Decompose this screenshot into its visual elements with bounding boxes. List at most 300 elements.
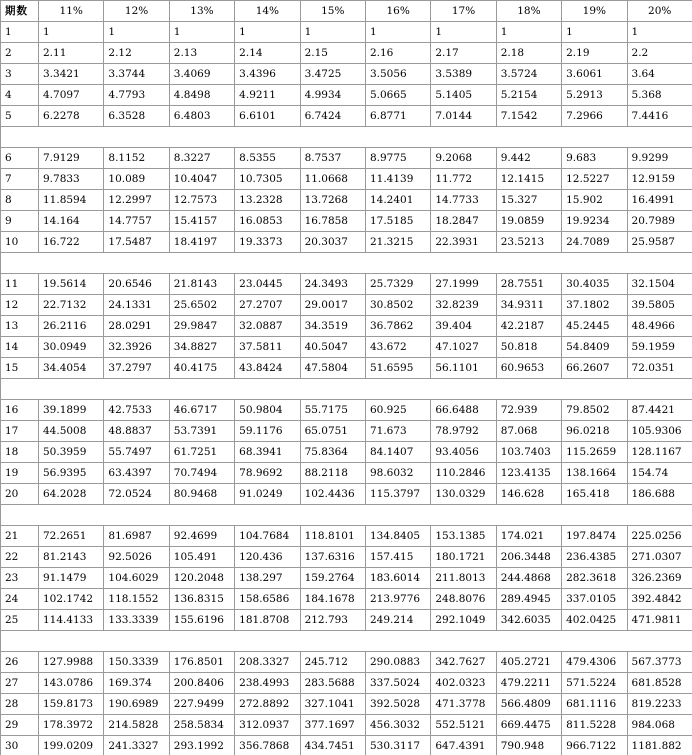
empty-cell[interactable] — [300, 505, 365, 526]
value-cell[interactable]: 479.2211 — [496, 673, 561, 694]
value-cell[interactable]: 91.1479 — [39, 568, 104, 589]
value-cell[interactable]: 19.9234 — [562, 211, 627, 232]
value-cell[interactable]: 9.9299 — [627, 148, 692, 169]
rate-header[interactable]: 13% — [169, 1, 234, 22]
period-cell[interactable]: 21 — [1, 526, 39, 547]
value-cell[interactable]: 165.418 — [562, 484, 627, 505]
empty-cell[interactable] — [104, 631, 169, 652]
empty-cell[interactable] — [169, 379, 234, 400]
value-cell[interactable]: 405.2721 — [496, 652, 561, 673]
value-cell[interactable]: 22.3931 — [431, 232, 496, 253]
value-cell[interactable]: 282.3618 — [562, 568, 627, 589]
empty-cell[interactable] — [431, 253, 496, 274]
value-cell[interactable]: 10.7305 — [235, 169, 300, 190]
value-cell[interactable]: 227.9499 — [169, 694, 234, 715]
value-cell[interactable]: 32.0887 — [235, 316, 300, 337]
value-cell[interactable]: 208.3327 — [235, 652, 300, 673]
period-cell[interactable]: 9 — [1, 211, 39, 232]
empty-cell[interactable] — [1, 127, 39, 148]
empty-cell[interactable] — [235, 505, 300, 526]
value-cell[interactable]: 7.0144 — [431, 106, 496, 127]
empty-cell[interactable] — [104, 253, 169, 274]
value-cell[interactable]: 4.7097 — [39, 85, 104, 106]
value-cell[interactable]: 183.6014 — [365, 568, 430, 589]
empty-cell[interactable] — [365, 505, 430, 526]
empty-cell[interactable] — [104, 505, 169, 526]
value-cell[interactable]: 18.4197 — [169, 232, 234, 253]
value-cell[interactable]: 78.9792 — [431, 421, 496, 442]
value-cell[interactable]: 157.415 — [365, 547, 430, 568]
value-cell[interactable]: 258.5834 — [169, 715, 234, 736]
value-cell[interactable]: 3.4396 — [235, 64, 300, 85]
value-cell[interactable]: 54.8409 — [562, 337, 627, 358]
value-cell[interactable]: 102.4436 — [300, 484, 365, 505]
period-header[interactable]: 期数 — [1, 1, 39, 22]
value-cell[interactable]: 11.4139 — [365, 169, 430, 190]
value-cell[interactable]: 456.3032 — [365, 715, 430, 736]
value-cell[interactable]: 10.4047 — [169, 169, 234, 190]
rate-header[interactable]: 19% — [562, 1, 627, 22]
value-cell[interactable]: 1 — [300, 22, 365, 43]
value-cell[interactable]: 81.6987 — [104, 526, 169, 547]
value-cell[interactable]: 190.6989 — [104, 694, 169, 715]
value-cell[interactable]: 104.6029 — [104, 568, 169, 589]
value-cell[interactable]: 154.74 — [627, 463, 692, 484]
value-cell[interactable]: 37.2797 — [104, 358, 169, 379]
period-cell[interactable]: 12 — [1, 295, 39, 316]
value-cell[interactable]: 819.2233 — [627, 694, 692, 715]
period-cell[interactable]: 10 — [1, 232, 39, 253]
value-cell[interactable]: 102.1742 — [39, 589, 104, 610]
value-cell[interactable]: 2.16 — [365, 43, 430, 64]
value-cell[interactable]: 53.7391 — [169, 421, 234, 442]
empty-cell[interactable] — [496, 505, 561, 526]
value-cell[interactable]: 3.64 — [627, 64, 692, 85]
value-cell[interactable]: 65.0751 — [300, 421, 365, 442]
value-cell[interactable]: 669.4475 — [496, 715, 561, 736]
period-cell[interactable]: 2 — [1, 43, 39, 64]
value-cell[interactable]: 103.7403 — [496, 442, 561, 463]
rate-header[interactable]: 16% — [365, 1, 430, 22]
value-cell[interactable]: 9.7833 — [39, 169, 104, 190]
value-cell[interactable]: 342.6035 — [496, 610, 561, 631]
value-cell[interactable]: 61.7251 — [169, 442, 234, 463]
value-cell[interactable]: 1181.882 — [627, 736, 692, 755]
value-cell[interactable]: 34.8827 — [169, 337, 234, 358]
value-cell[interactable]: 9.683 — [562, 148, 627, 169]
value-cell[interactable]: 23.0445 — [235, 274, 300, 295]
value-cell[interactable]: 48.8837 — [104, 421, 169, 442]
rate-header[interactable]: 20% — [627, 1, 692, 22]
empty-cell[interactable] — [562, 379, 627, 400]
value-cell[interactable]: 434.7451 — [300, 736, 365, 755]
empty-cell[interactable] — [562, 505, 627, 526]
value-cell[interactable]: 3.5389 — [431, 64, 496, 85]
value-cell[interactable]: 1 — [562, 22, 627, 43]
value-cell[interactable]: 37.5811 — [235, 337, 300, 358]
period-cell[interactable]: 15 — [1, 358, 39, 379]
value-cell[interactable]: 6.6101 — [235, 106, 300, 127]
value-cell[interactable]: 93.4056 — [431, 442, 496, 463]
empty-cell[interactable] — [169, 631, 234, 652]
value-cell[interactable]: 12.2997 — [104, 190, 169, 211]
value-cell[interactable]: 25.7329 — [365, 274, 430, 295]
value-cell[interactable]: 146.628 — [496, 484, 561, 505]
period-cell[interactable]: 26 — [1, 652, 39, 673]
period-cell[interactable]: 18 — [1, 442, 39, 463]
empty-cell[interactable] — [365, 631, 430, 652]
period-cell[interactable]: 8 — [1, 190, 39, 211]
empty-cell[interactable] — [300, 379, 365, 400]
empty-cell[interactable] — [365, 127, 430, 148]
value-cell[interactable]: 79.8502 — [562, 400, 627, 421]
value-cell[interactable]: 18.2847 — [431, 211, 496, 232]
value-cell[interactable]: 92.5026 — [104, 547, 169, 568]
empty-cell[interactable] — [496, 253, 561, 274]
value-cell[interactable]: 271.0307 — [627, 547, 692, 568]
period-cell[interactable]: 5 — [1, 106, 39, 127]
value-cell[interactable]: 16.7858 — [300, 211, 365, 232]
empty-cell[interactable] — [300, 253, 365, 274]
value-cell[interactable]: 181.8708 — [235, 610, 300, 631]
value-cell[interactable]: 681.1116 — [562, 694, 627, 715]
empty-cell[interactable] — [562, 127, 627, 148]
value-cell[interactable]: 13.7268 — [300, 190, 365, 211]
value-cell[interactable]: 471.9811 — [627, 610, 692, 631]
value-cell[interactable]: 84.1407 — [365, 442, 430, 463]
empty-cell[interactable] — [627, 127, 692, 148]
value-cell[interactable]: 127.9988 — [39, 652, 104, 673]
value-cell[interactable]: 19.5614 — [39, 274, 104, 295]
value-cell[interactable]: 72.0524 — [104, 484, 169, 505]
value-cell[interactable]: 55.7497 — [104, 442, 169, 463]
rate-header[interactable]: 15% — [300, 1, 365, 22]
value-cell[interactable]: 87.4421 — [627, 400, 692, 421]
value-cell[interactable]: 5.0665 — [365, 85, 430, 106]
value-cell[interactable]: 2.13 — [169, 43, 234, 64]
value-cell[interactable]: 17.5487 — [104, 232, 169, 253]
value-cell[interactable]: 105.9306 — [627, 421, 692, 442]
value-cell[interactable]: 4.9934 — [300, 85, 365, 106]
value-cell[interactable]: 37.1802 — [562, 295, 627, 316]
value-cell[interactable]: 72.2651 — [39, 526, 104, 547]
value-cell[interactable]: 92.4699 — [169, 526, 234, 547]
value-cell[interactable]: 212.793 — [300, 610, 365, 631]
value-cell[interactable]: 56.9395 — [39, 463, 104, 484]
value-cell[interactable]: 68.3941 — [235, 442, 300, 463]
value-cell[interactable]: 811.5228 — [562, 715, 627, 736]
value-cell[interactable]: 2.19 — [562, 43, 627, 64]
value-cell[interactable]: 2.2 — [627, 43, 692, 64]
empty-cell[interactable] — [39, 253, 104, 274]
value-cell[interactable]: 14.7757 — [104, 211, 169, 232]
rate-header[interactable]: 17% — [431, 1, 496, 22]
value-cell[interactable]: 78.9692 — [235, 463, 300, 484]
value-cell[interactable]: 12.7573 — [169, 190, 234, 211]
value-cell[interactable]: 60.925 — [365, 400, 430, 421]
value-cell[interactable]: 272.8892 — [235, 694, 300, 715]
value-cell[interactable]: 7.4416 — [627, 106, 692, 127]
value-cell[interactable]: 70.7494 — [169, 463, 234, 484]
value-cell[interactable]: 4.8498 — [169, 85, 234, 106]
value-cell[interactable]: 186.688 — [627, 484, 692, 505]
empty-cell[interactable] — [169, 127, 234, 148]
value-cell[interactable]: 213.9776 — [365, 589, 430, 610]
value-cell[interactable]: 9.2068 — [431, 148, 496, 169]
value-cell[interactable]: 105.491 — [169, 547, 234, 568]
value-cell[interactable]: 292.1049 — [431, 610, 496, 631]
value-cell[interactable]: 10.089 — [104, 169, 169, 190]
empty-cell[interactable] — [1, 253, 39, 274]
empty-cell[interactable] — [235, 379, 300, 400]
value-cell[interactable]: 39.5805 — [627, 295, 692, 316]
value-cell[interactable]: 225.0256 — [627, 526, 692, 547]
value-cell[interactable]: 11.772 — [431, 169, 496, 190]
value-cell[interactable]: 211.8013 — [431, 568, 496, 589]
period-cell[interactable]: 19 — [1, 463, 39, 484]
empty-cell[interactable] — [39, 631, 104, 652]
value-cell[interactable]: 11.0668 — [300, 169, 365, 190]
value-cell[interactable]: 19.3373 — [235, 232, 300, 253]
period-cell[interactable]: 3 — [1, 64, 39, 85]
value-cell[interactable]: 552.5121 — [431, 715, 496, 736]
value-cell[interactable]: 6.2278 — [39, 106, 104, 127]
value-cell[interactable]: 14.164 — [39, 211, 104, 232]
value-cell[interactable]: 71.673 — [365, 421, 430, 442]
period-cell[interactable]: 1 — [1, 22, 39, 43]
value-cell[interactable]: 75.8364 — [300, 442, 365, 463]
value-cell[interactable]: 56.1101 — [431, 358, 496, 379]
value-cell[interactable]: 115.3797 — [365, 484, 430, 505]
value-cell[interactable]: 55.7175 — [300, 400, 365, 421]
period-cell[interactable]: 16 — [1, 400, 39, 421]
rate-header[interactable]: 11% — [39, 1, 104, 22]
value-cell[interactable]: 4.9211 — [235, 85, 300, 106]
value-cell[interactable]: 118.8101 — [300, 526, 365, 547]
value-cell[interactable]: 566.4809 — [496, 694, 561, 715]
value-cell[interactable]: 790.948 — [496, 736, 561, 755]
value-cell[interactable]: 3.4725 — [300, 64, 365, 85]
value-cell[interactable]: 47.1027 — [431, 337, 496, 358]
value-cell[interactable]: 12.5227 — [562, 169, 627, 190]
empty-cell[interactable] — [431, 379, 496, 400]
value-cell[interactable]: 4.7793 — [104, 85, 169, 106]
value-cell[interactable]: 244.4868 — [496, 568, 561, 589]
value-cell[interactable]: 39.404 — [431, 316, 496, 337]
value-cell[interactable]: 180.1721 — [431, 547, 496, 568]
empty-cell[interactable] — [104, 127, 169, 148]
value-cell[interactable]: 64.2028 — [39, 484, 104, 505]
value-cell[interactable]: 178.3972 — [39, 715, 104, 736]
value-cell[interactable]: 50.818 — [496, 337, 561, 358]
value-cell[interactable]: 153.1385 — [431, 526, 496, 547]
value-cell[interactable]: 3.6061 — [562, 64, 627, 85]
value-cell[interactable]: 9.442 — [496, 148, 561, 169]
value-cell[interactable]: 115.2659 — [562, 442, 627, 463]
value-cell[interactable]: 984.068 — [627, 715, 692, 736]
empty-cell[interactable] — [300, 127, 365, 148]
value-cell[interactable]: 12.9159 — [627, 169, 692, 190]
value-cell[interactable]: 184.1678 — [300, 589, 365, 610]
empty-cell[interactable] — [431, 505, 496, 526]
value-cell[interactable]: 81.2143 — [39, 547, 104, 568]
value-cell[interactable]: 2.11 — [39, 43, 104, 64]
value-cell[interactable]: 32.8239 — [431, 295, 496, 316]
value-cell[interactable]: 45.2445 — [562, 316, 627, 337]
value-cell[interactable]: 32.3926 — [104, 337, 169, 358]
value-cell[interactable]: 34.4054 — [39, 358, 104, 379]
empty-cell[interactable] — [235, 631, 300, 652]
value-cell[interactable]: 15.4157 — [169, 211, 234, 232]
value-cell[interactable]: 60.9653 — [496, 358, 561, 379]
value-cell[interactable]: 283.5688 — [300, 673, 365, 694]
value-cell[interactable]: 7.1542 — [496, 106, 561, 127]
value-cell[interactable]: 39.1899 — [39, 400, 104, 421]
rate-header[interactable]: 12% — [104, 1, 169, 22]
empty-cell[interactable] — [431, 127, 496, 148]
value-cell[interactable]: 16.722 — [39, 232, 104, 253]
value-cell[interactable]: 134.8405 — [365, 526, 430, 547]
value-cell[interactable]: 155.6196 — [169, 610, 234, 631]
value-cell[interactable]: 312.0937 — [235, 715, 300, 736]
value-cell[interactable]: 16.4991 — [627, 190, 692, 211]
value-cell[interactable]: 571.5224 — [562, 673, 627, 694]
value-cell[interactable]: 27.2707 — [235, 295, 300, 316]
value-cell[interactable]: 29.0017 — [300, 295, 365, 316]
period-cell[interactable]: 17 — [1, 421, 39, 442]
value-cell[interactable]: 176.8501 — [169, 652, 234, 673]
empty-cell[interactable] — [562, 253, 627, 274]
period-cell[interactable]: 4 — [1, 85, 39, 106]
value-cell[interactable]: 377.1697 — [300, 715, 365, 736]
value-cell[interactable]: 21.3215 — [365, 232, 430, 253]
value-cell[interactable]: 80.9468 — [169, 484, 234, 505]
value-cell[interactable]: 327.1041 — [300, 694, 365, 715]
period-cell[interactable]: 7 — [1, 169, 39, 190]
value-cell[interactable]: 8.5355 — [235, 148, 300, 169]
value-cell[interactable]: 22.7132 — [39, 295, 104, 316]
value-cell[interactable]: 21.8143 — [169, 274, 234, 295]
value-cell[interactable]: 138.297 — [235, 568, 300, 589]
period-cell[interactable]: 11 — [1, 274, 39, 295]
value-cell[interactable]: 8.3227 — [169, 148, 234, 169]
value-cell[interactable]: 40.4175 — [169, 358, 234, 379]
value-cell[interactable]: 1 — [235, 22, 300, 43]
value-cell[interactable]: 290.0883 — [365, 652, 430, 673]
value-cell[interactable]: 326.2369 — [627, 568, 692, 589]
empty-cell[interactable] — [169, 505, 234, 526]
empty-cell[interactable] — [104, 379, 169, 400]
value-cell[interactable]: 43.672 — [365, 337, 430, 358]
value-cell[interactable]: 51.6595 — [365, 358, 430, 379]
value-cell[interactable]: 23.5213 — [496, 232, 561, 253]
value-cell[interactable]: 1 — [496, 22, 561, 43]
value-cell[interactable]: 8.1152 — [104, 148, 169, 169]
value-cell[interactable]: 120.436 — [235, 547, 300, 568]
value-cell[interactable]: 34.3519 — [300, 316, 365, 337]
value-cell[interactable]: 14.2401 — [365, 190, 430, 211]
value-cell[interactable]: 356.7868 — [235, 736, 300, 755]
empty-cell[interactable] — [496, 127, 561, 148]
value-cell[interactable]: 123.4135 — [496, 463, 561, 484]
period-cell[interactable]: 29 — [1, 715, 39, 736]
value-cell[interactable]: 98.6032 — [365, 463, 430, 484]
period-cell[interactable]: 20 — [1, 484, 39, 505]
value-cell[interactable]: 14.7733 — [431, 190, 496, 211]
value-cell[interactable]: 647.4391 — [431, 736, 496, 755]
value-cell[interactable]: 104.7684 — [235, 526, 300, 547]
value-cell[interactable]: 245.712 — [300, 652, 365, 673]
value-cell[interactable]: 8.7537 — [300, 148, 365, 169]
value-cell[interactable]: 3.5056 — [365, 64, 430, 85]
value-cell[interactable]: 169.374 — [104, 673, 169, 694]
value-cell[interactable]: 289.4945 — [496, 589, 561, 610]
value-cell[interactable]: 197.8474 — [562, 526, 627, 547]
value-cell[interactable]: 199.0209 — [39, 736, 104, 755]
value-cell[interactable]: 337.5024 — [365, 673, 430, 694]
value-cell[interactable]: 7.9129 — [39, 148, 104, 169]
value-cell[interactable]: 11.8594 — [39, 190, 104, 211]
value-cell[interactable]: 59.1959 — [627, 337, 692, 358]
value-cell[interactable]: 15.902 — [562, 190, 627, 211]
empty-cell[interactable] — [627, 631, 692, 652]
value-cell[interactable]: 479.4306 — [562, 652, 627, 673]
value-cell[interactable]: 30.8502 — [365, 295, 430, 316]
value-cell[interactable]: 28.7551 — [496, 274, 561, 295]
value-cell[interactable]: 5.1405 — [431, 85, 496, 106]
empty-cell[interactable] — [169, 253, 234, 274]
value-cell[interactable]: 236.4385 — [562, 547, 627, 568]
value-cell[interactable]: 44.5008 — [39, 421, 104, 442]
value-cell[interactable]: 32.1504 — [627, 274, 692, 295]
empty-cell[interactable] — [39, 127, 104, 148]
value-cell[interactable]: 1 — [431, 22, 496, 43]
value-cell[interactable]: 337.0105 — [562, 589, 627, 610]
value-cell[interactable]: 136.8315 — [169, 589, 234, 610]
period-cell[interactable]: 6 — [1, 148, 39, 169]
value-cell[interactable]: 24.1331 — [104, 295, 169, 316]
value-cell[interactable]: 5.2913 — [562, 85, 627, 106]
value-cell[interactable]: 150.3339 — [104, 652, 169, 673]
value-cell[interactable]: 8.9775 — [365, 148, 430, 169]
value-cell[interactable]: 402.0323 — [431, 673, 496, 694]
value-cell[interactable]: 1 — [169, 22, 234, 43]
value-cell[interactable]: 7.2966 — [562, 106, 627, 127]
empty-cell[interactable] — [39, 505, 104, 526]
value-cell[interactable]: 6.8771 — [365, 106, 430, 127]
value-cell[interactable]: 96.0218 — [562, 421, 627, 442]
value-cell[interactable]: 42.7533 — [104, 400, 169, 421]
value-cell[interactable]: 392.5028 — [365, 694, 430, 715]
value-cell[interactable]: 20.6546 — [104, 274, 169, 295]
period-cell[interactable]: 13 — [1, 316, 39, 337]
value-cell[interactable]: 19.0859 — [496, 211, 561, 232]
value-cell[interactable]: 72.0351 — [627, 358, 692, 379]
value-cell[interactable]: 681.8528 — [627, 673, 692, 694]
period-cell[interactable]: 14 — [1, 337, 39, 358]
value-cell[interactable]: 110.2846 — [431, 463, 496, 484]
value-cell[interactable]: 13.2328 — [235, 190, 300, 211]
value-cell[interactable]: 20.3037 — [300, 232, 365, 253]
value-cell[interactable]: 50.9804 — [235, 400, 300, 421]
value-cell[interactable]: 2.15 — [300, 43, 365, 64]
empty-cell[interactable] — [235, 253, 300, 274]
empty-cell[interactable] — [496, 631, 561, 652]
value-cell[interactable]: 36.7862 — [365, 316, 430, 337]
empty-cell[interactable] — [1, 631, 39, 652]
value-cell[interactable]: 5.2154 — [496, 85, 561, 106]
rate-header[interactable]: 18% — [496, 1, 561, 22]
